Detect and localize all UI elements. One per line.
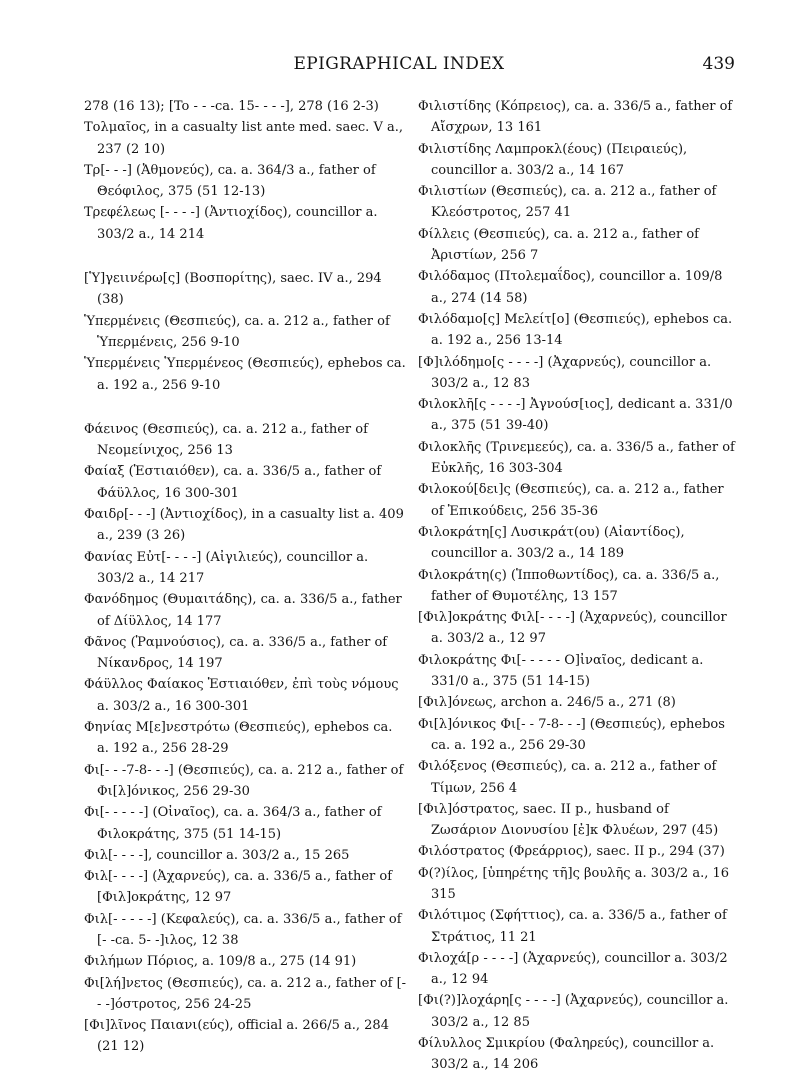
index-entry: Φιλόστρατος (Φρεάρριος), saec. II p., 294 (37): [418, 844, 725, 860]
index-entry: Φανόδημος (Θυμαιτάδης), ca. a. 336/5 a., father of Δίϋλλος, 14 177: [84, 592, 402, 629]
running-header: [0, 54, 798, 80]
index-entry: Φιλήμων Πόριος, a. 109/8 a., 275 (14 91): [84, 954, 357, 970]
index-entry: Φιλοκράτης Φι[- - - - - Ο]ἰναῖος, dedicant a. 331/0 a., 375 (51 14-15): [418, 652, 704, 690]
left-column: [84, 96, 408, 1058]
index-entry: Φίλυλλος Σμικρίου (Φαληρεύς), councillor a. 303/2 a., 14 206: [418, 1036, 715, 1073]
index-entry: Φαίαξ (Ἑστιαιόθεν), ca. a. 336/5 a., father of Φάϋλλος, 16 300-301: [84, 464, 382, 501]
index-entry: [Φιλ]όνεως, archon a. 246/5 a., 271 (8): [418, 695, 676, 711]
page-number: 439: [702, 54, 735, 74]
page-title: EPIGRAPHICAL INDEX: [293, 54, 505, 74]
index-entry: [Φι]λῖνος Παιανι(εύς), official a. 266/5 a., 284 (21 12): [84, 1018, 389, 1055]
index-entry: Φάϋλλος Φαίακος Ἑστιαιόθεν, ἐπὶ τοὺς νόμους a. 303/2 a., 16 300-301: [84, 677, 399, 714]
index-entry: Φίλλεις (Θεσπιεύς), ca. a. 212 a., father of Ἀριστίων, 256 7: [418, 226, 699, 264]
index-entry: Φιλοκλῆς (Τρινεμεεύς), ca. a. 336/5 a., father of Εὐκλῆς, 16 303-304: [418, 439, 735, 477]
index-entry: [Φι(?)]λοχάρη[ς - - - -] (Ἀχαρνεύς), councillor a. 303/2 a., 12 85: [418, 993, 729, 1030]
index-entry: Φι[- - -7-8- - -] (Θεσπιεύς), ca. a. 212 a., father of Φι[λ]όνικος, 256 29-30: [84, 762, 404, 799]
index-entry: Φιλιστίων (Θεσπιεύς), ca. a. 212 a., father of Κλεόστροτος, 257 41: [418, 184, 717, 221]
index-entry: Φιλότιμος (Σφήττιος), ca. a. 336/5 a., father of Στράτιος, 11 21: [418, 908, 727, 945]
index-entry: 278 (16 13); [To - - -ca. 15- - - -], 278 (16 2-3): [84, 99, 379, 114]
index-entry: Φι[- - - - -] (Οἰναῖος), ca. a. 364/3 a., father of Φιλοκράτης, 375 (51 14-15): [84, 805, 382, 842]
index-entry: Φιλοχά[ρ - - - -] (Ἀχαρνεύς), councillor a. 303/2 a., 12 94: [418, 950, 728, 988]
index-entry: Φιλοκού[δει]ς (Θεσπιεύς), ca. a. 212 a., father of Ἐπικούδεις, 256 35-36: [418, 482, 724, 519]
index-entry: [Ὑ]γειινέρω[ς] (Βοσπορίτης), saec. IV a., 294 (38): [84, 271, 382, 308]
right-column: [418, 96, 738, 1076]
index-entry: Τολμαῖος, in a casualty list ante med. saec. V a., 237 (2 10): [84, 120, 403, 157]
index-entry: [Φ]ιλόδημο[ς - - - -] (Ἀχαρνεύς), councillor a. 303/2 a., 12 83: [418, 354, 712, 391]
index-entry: Φιλόδαμο[ς] Μελείτ[ο] (Θεσπιεύς), ephebos ca. a. 192 a., 256 13-14: [418, 311, 733, 349]
index-entry: Φιλοκλῆ[ς - - - -] Ἀγνούσ[ιος], dedicant a. 331/0 a., 375 (51 39-40): [418, 397, 733, 434]
index-entry: Ὑπερμένεις Ὑπερμένεος (Θεσπιεύς), ephebos ca. a. 192 a., 256 9-10: [84, 356, 406, 393]
index-entry: Ὑπερμένεις (Θεσπιεύς), ca. a. 212 a., father of Ὑπερμένεις, 256 9-10: [84, 313, 390, 350]
index-entry: Τρεφέλεως [- - - -] (Ἀντιοχίδος), councillor a. 303/2 a., 14 214: [84, 205, 378, 242]
index-entry: Φιλόδαμος (Πτολεμαΐδος), councillor a. 109/8 a., 274 (14 58): [418, 269, 723, 306]
index-entry: Φ(?)ίλος, [ὑπηρέτης τῆ]ς βουλῆς a. 303/2 a., 16 315: [418, 865, 730, 902]
index-entry: [Φιλ]όστρατος, saec. II p., husband of Ζωσάριον Διονυσίου [ἐ]κ Φλυέων, 297 (45): [418, 801, 719, 839]
index-entry: Φᾶνος (Ῥαμνούσιος), ca. a. 336/5 a., father of Νίκανδρος, 14 197: [84, 634, 388, 672]
index-entry: Φιλιστίδης (Κόπρειος), ca. a. 336/5 a., father of Αἴσχρων, 13 161: [418, 99, 733, 136]
index-entry: Φηνίας Μ[ε]νεστρότω (Θεσπιεύς), ephebos ca. a. 192 a., 256 28-29: [84, 720, 393, 757]
index-entry: Φιλ[- - - -], councillor a. 303/2 a., 15 265: [84, 847, 350, 863]
index-entry: Φι[λή]νετος (Θεσπιεύς), ca. a. 212 a., father of [- - -]όστροτος, 256 24-25: [84, 975, 407, 1012]
index-entry: Φιλιστίδης Λαμπροκλ(έους) (Πειραιεύς), councillor a. 303/2 a., 14 167: [418, 141, 688, 178]
index-entry: Φιλοκράτη[ς] Λυσικράτ(ου) (Αἰαντίδος), councillor a. 303/2 a., 14 189: [418, 524, 685, 562]
index-entry: [Φιλ]οκράτης Φιλ[- - - -] (Ἀχαρνεύς), councillor a. 303/2 a., 12 97: [418, 610, 727, 647]
index-entry: Τρ[- - -] (Ἀθμονεύς), ca. a. 364/3 a., father of Θεόφιλος, 375 (51 12-13): [84, 162, 376, 200]
index-entry: Φαιδρ[- - -] (Ἀντιοχίδος), in a casualty list a. 409 a., 239 (3 26): [84, 507, 404, 544]
index-entry: Φιλόξενος (Θεσπιεύς), ca. a. 212 a., father of Τίμων, 256 4: [418, 759, 717, 796]
index-entry: Φιλ[- - - - -] (Κεφαλεύς), ca. a. 336/5 a., father of [- -ca. 5- -]ιλος, 12 38: [84, 911, 402, 948]
index-entry: Φάεινος (Θεσπιεύς), ca. a. 212 a., father of Νεομείνιχος, 256 13: [84, 421, 368, 459]
index-entry: Φανίας Εὐτ[- - - -] (Αἰγιλιεύς), councillor a. 303/2 a., 14 217: [84, 549, 369, 586]
index-entry: Φιλ[- - - -] (Ἀχαρνεύς), ca. a. 336/5 a., father of [Φιλ]οκράτης, 12 97: [84, 869, 393, 906]
index-entry: Φιλοκράτη(ς) (Ἱπποθωντίδος), ca. a. 336/5 a., father of Θυμοτέλης, 13 157: [418, 567, 720, 604]
index-entry: Φι[λ]όνικος Φι[- - 7-8- - -] (Θεσπιεύς), ephebos ca. a. 192 a., 256 29-30: [418, 716, 725, 753]
